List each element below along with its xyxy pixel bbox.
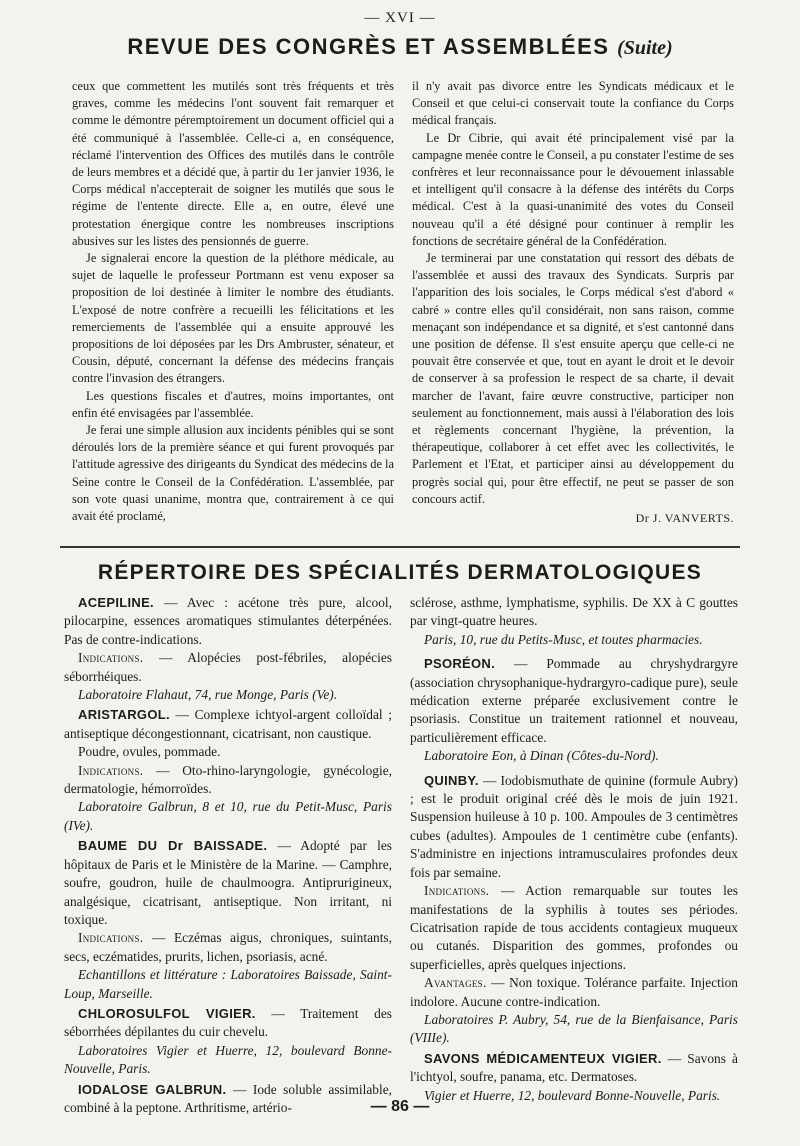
entry-text: — Iodobismuthate de quinine (formule Aubry) ; est le produit original créé dès le mois de juin 1921. Suspension huileuse à 10 p. 100. Ampoules de 3 centimètres cubes (adultes). Ampoules de 1 centimètre cube (enfants). S'administre en injections intramusculaires profondes deux fois par semaine. <box>410 772 738 880</box>
article-signature: Dr J. VANVERTS. <box>635 511 734 526</box>
repertoire-entry <box>64 1005 392 1079</box>
entry-name: ACEPILINE. <box>78 595 154 610</box>
repertoire-entry <box>64 837 392 1003</box>
article-right-column <box>412 78 734 527</box>
article-paragraph: Je signalerai encore la question de la pléthore médicale, au sujet de laquelle le professeur Portmann est venu exposer sa proposition de loi destinée à limiter le nombre des étudiants. L'exposé de notre confrère a recueilli les félicitations et les remerciements de l'assemblée qui a ensuite approuvé les propositions de loi déposées par les Drs Ambruster, sénateur, et Cousin, député, concernant la défense des médecins français contre l'invasion des étrangers. <box>72 251 394 386</box>
entry-text: — Action remarquable sur toutes les manifestations de la syphilis à toutes ses périodes. Cicatrisation rapide de tous accidents contagieux muqueux ou cutanés. Disparition des gommes, profondes ou superficielles, après quelques injections. <box>410 883 738 972</box>
repertoire-left-column <box>64 594 392 1119</box>
entry-address: Laboratoires P. Aubry, 54, rue de la Bienfaisance, Paris (VIIIe). <box>410 1011 738 1046</box>
repertoire-entry <box>410 594 738 649</box>
entry-name: CHLOROSULFOL VIGIER. <box>78 1005 256 1021</box>
article-left-column <box>72 78 394 525</box>
entry-address: Paris, 10, rue du Petits-Musc, et toutes pharmacies. <box>424 631 703 647</box>
page-number: — 86 — <box>370 1098 430 1115</box>
repertoire-entry <box>64 706 392 835</box>
entry-text: — Savons à l'ichtyol, soufre, panama, etc. Dermatoses. <box>410 1050 738 1085</box>
entry-text: — Alopécies post-fébriles, alopécies séborrhéiques. <box>64 650 392 684</box>
entry-label: Indications. <box>78 762 144 778</box>
article-paragraph: il n'y avait pas divorce entre les Syndicats médicaux et le Conseil et que celui-ci conservait toute la confiance du Corps médical français. <box>412 79 734 128</box>
entry-label: Avantages. <box>424 975 487 991</box>
repertoire-entry <box>410 1050 738 1105</box>
entry-label: Indications. <box>78 930 144 946</box>
entry-name: ARISTARGOL. <box>78 707 170 723</box>
repertoire-entry <box>410 655 738 765</box>
entry-address: Laboratoire Flahaut, 74, rue Monge, Paris (Ve). <box>78 687 338 703</box>
entry-text: — Complexe ichtyol-argent colloïdal ; antiseptique décongestionnant, cicatrisant, non caustique. <box>64 707 392 741</box>
entry-address: Laboratoire Galbrun, 8 et 10, rue du Petit-Musc, Paris (IVe). <box>64 799 392 833</box>
entry-label: Indications. <box>78 650 144 666</box>
entry-text: sclérose, asthme, lymphatisme, syphilis. De XX à C gouttes par vingt-quatre heures. <box>410 595 738 629</box>
section-numeral: — XVI — <box>364 10 436 26</box>
repertoire-entry <box>64 594 392 704</box>
entry-name: BAUME DU Dr BAISSADE. <box>78 838 268 854</box>
entry-text: — Pommade au chryshydrargyre (association chrysophanique-hydrargyro-cadique pure), seule médication externe préparée exclusivement contre le psoriasis. Constitue un traitement rationnel et nouveau, particulièrement efficace. <box>410 656 738 745</box>
entry-text: Poudre, ovules, pommade. <box>78 744 221 760</box>
entry-address: Laboratoires Vigier et Huerre, 12, boulevard Bonne-Nouvelle, Paris. <box>64 1042 392 1077</box>
article-paragraph: Je terminerai par une constatation qui ressort des débats de l'assemblée et aussi des travaux des Syndicats. Surpris par l'apparition des lois sociales, le Corps médical s'est d'abord « cabré » contre elles qu'il considérait, non sans raison, comme menaçant son indépendance et sa dignité, et s'est cantonné dans une position de défense. Il s'est ensuite aperçu que celle-ci ne pouvait être conservée et que, tout en ayant le droit et le devoir de conserver à sa profession le respect de sa charte, il devait marcher de l'avant, faire œuvre constructive, participer non seulement au fonctionnement, mais aussi à l'élaboration des lois et règlements concernant l'hygiène, la prévention, la thérapeutique, collaborer à cet effet avec les collectivités, le Parlement et l'Etat, et participer ainsi au développement du progrès social qui, pour être effectif, ne peut se passer de son concours actif. <box>412 251 734 506</box>
article-paragraph: Le Dr Cibrie, qui avait été principalement visé par la campagne menée contre le Conseil, a pu constater l'estime de ses confrères et leur reconnaissance pour le dévouement inlassable et intelligent qu'il consacre à la défense des intérêts du Corps médical. C'est à la quasi-unanimité des votes du Conseil nouveau qu'il a été désigné pour continuer à remplir les fonctions de secrétaire général de la Confédération. <box>412 130 734 248</box>
repertoire-title: RÉPERTOIRE DES SPÉCIALITÉS DERMATOLOGIQUES <box>97 561 703 584</box>
entry-address: Vigier et Huerre, 12, boulevard Bonne-Nouvelle, Paris. <box>424 1087 721 1103</box>
entry-name: SAVONS MÉDICAMENTEUX VIGIER. <box>424 1050 662 1066</box>
entry-name: IODALOSE GALBRUN. <box>78 1081 227 1097</box>
repertoire-entry <box>410 772 738 1048</box>
entry-text: — Oto-rhino-laryngologie, gynécologie, dermatologie, hémorroïdes. <box>64 762 392 797</box>
entry-address: Echantillons et littérature : Laboratoires Baissade, Saint-Loup, Marseille. <box>64 967 392 1001</box>
entry-text: — Traitement des séborrhées dépilantes du cuir chevelu. <box>64 1005 392 1040</box>
entry-text: — Eczémas aigus, chroniques, suintants, secs, eczématides, prurits, lichen, psoriasis, acné. <box>64 930 392 964</box>
article-paragraph: Les questions fiscales et d'autres, moins importantes, ont enfin été envisagées par l'assemblée. <box>72 388 394 420</box>
repertoire-right-column <box>410 594 738 1107</box>
page-title-suite: (Suite) <box>617 37 673 59</box>
entry-text: — Iode soluble assimilable, combiné à la peptone. Arthritisme, artério- <box>64 1081 392 1115</box>
entry-text: — Adopté par les hôpitaux de Paris et le Ministère de la Marine. — Camphre, soufre, goudron, huile de chaulmoogra. Antiprurigineux, analgésique, cicatrisant, antiseptique. Non irritant, ni toxique. <box>64 838 393 927</box>
article-paragraph: Je ferai une simple allusion aux incidents pénibles qui se sont déroulés lors de la première séance et qui furent provoqués par l'attitude agressive des dirigeants du Syndicat des médecins de la Seine contre le Conseil de la Confédération. L'assemblée, par son vote quasi unanime, montra que, contrairement à ce qui avait été proclamé, <box>72 423 394 524</box>
page-title-text: REVUE DES CONGRÈS ET ASSEMBLÉES <box>127 34 610 59</box>
entry-name: QUINBY. <box>424 772 479 788</box>
entry-text: — Non toxique. Tolérance parfaite. Injection indolore. Aucune contre-indication. <box>410 975 738 1009</box>
article-paragraph: ceux que commettent les mutilés sont très fréquents et très graves, comme les médecins l'ont souvent fait remarquer et comme le démontre péremptoirement un document officiel qui a été communiqué à l'assemblée. Celle-ci a, en conséquence, réclamé l'intervention des Offices des mutilés dans le contrôle de leurs membres et a décidé que, à partir du 1er janvier 1936, le Corps médical n'accepterait de soigner les mutilés que sous le régime de l'entente directe. Elle a, en outre, élevé une protestation énergique contre les nombreuses inscriptions abusives sur les listes des pensionnés de guerre. <box>72 79 394 248</box>
entry-name: PSORÉON. <box>424 656 496 672</box>
page-title <box>40 34 760 60</box>
entry-address: Laboratoire Eon, à Dinan (Côtes-du-Nord). <box>424 748 659 764</box>
section-divider <box>60 546 740 548</box>
entry-text: — Avec : acétone très pure, alcool, pilocarpine, essences aromatiques stimulantes déterpénées. Pas de contre-indications. <box>64 595 392 647</box>
entry-label: Indications. <box>424 883 490 899</box>
